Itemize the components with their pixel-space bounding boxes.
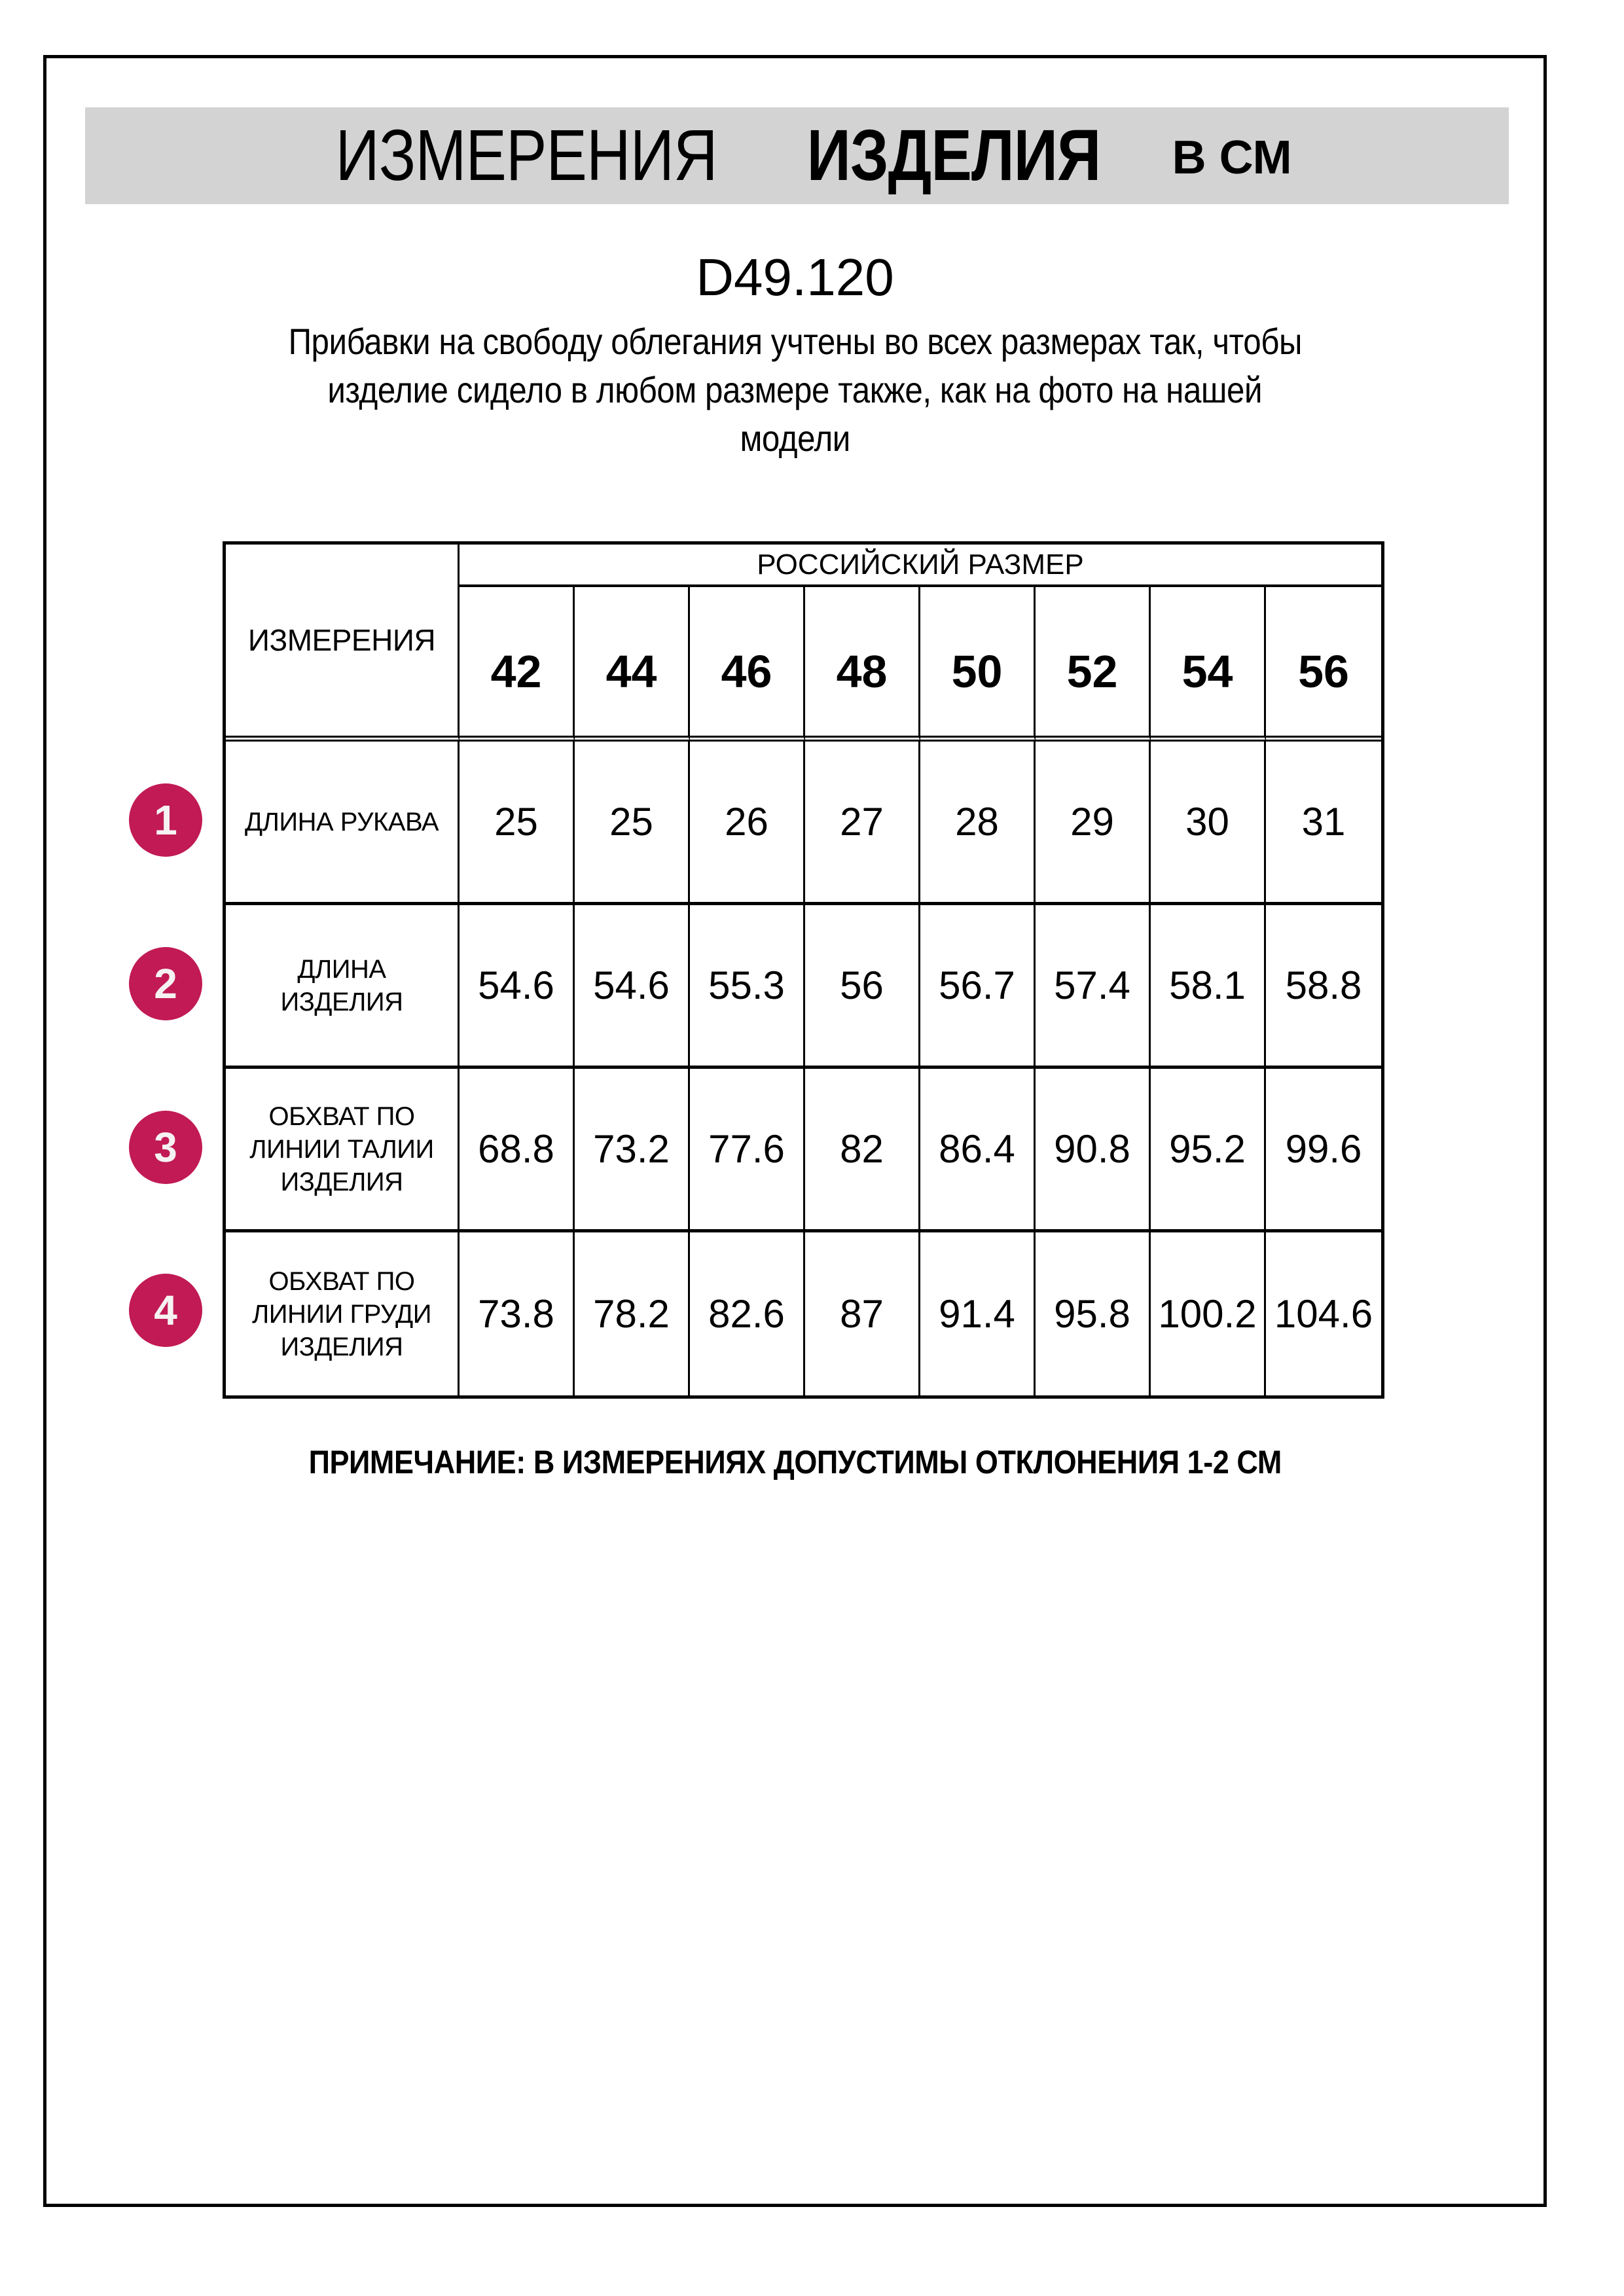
size-column-header: 56 (1266, 587, 1381, 742)
table-value: 77.6 (690, 1069, 805, 1232)
intro-line: Прибавки на свободу облегания учтены во всех размерах так, чтобы (288, 321, 1302, 362)
size-column-header: 52 (1036, 587, 1151, 742)
table-value: 25 (460, 742, 575, 905)
row-marker-2 (129, 947, 202, 1020)
row-label-line: ИЗДЕЛИЯ (280, 1332, 403, 1361)
row-label-line: ЛИНИИ ГРУДИ (252, 1299, 431, 1329)
row-label-line: ДЛИНА РУКАВА (245, 807, 439, 836)
note-text: ПРИМЕЧАНИЕ: В ИЗМЕРЕНИЯХ ДОПУСТИМЫ ОТКЛОНЕНИЯ 1-2 СМ (308, 1444, 1282, 1480)
row-marker-number: 4 (154, 1287, 177, 1334)
table-group-header: РОССИЙСКИЙ РАЗМЕР (460, 545, 1381, 587)
table-value: 95.2 (1151, 1069, 1266, 1232)
title-word-measurements: ИЗМЕРЕНИЯ (335, 115, 718, 196)
table-value: 31 (1266, 742, 1381, 905)
table-value: 30 (1151, 742, 1266, 905)
size-column-header: 54 (1151, 587, 1266, 742)
table-value: 27 (805, 742, 920, 905)
table-value: 100.2 (1151, 1232, 1266, 1395)
table-value: 57.4 (1036, 905, 1151, 1069)
table-corner-header: ИЗМЕРЕНИЯ (226, 545, 460, 742)
size-column-header: 44 (575, 587, 690, 742)
row-marker-number: 3 (154, 1124, 177, 1171)
table-value: 73.8 (460, 1232, 575, 1395)
model-code: D49.120 (696, 248, 894, 306)
table-value: 104.6 (1274, 1292, 1373, 1336)
table-value: 91.4 (920, 1232, 1036, 1395)
table-value: 25 (575, 742, 690, 905)
table-value: 99.6 (1266, 1069, 1381, 1232)
intro-line: модели (740, 418, 850, 459)
table-value: 29 (1036, 742, 1151, 905)
table-value: 54.6 (460, 905, 575, 1069)
table-value: 26 (690, 742, 805, 905)
intro-paragraph (46, 317, 1543, 463)
row-marker-4 (129, 1274, 202, 1347)
table-value: 68.8 (460, 1069, 575, 1232)
row-label-line: ИЗДЕЛИЯ (280, 987, 403, 1016)
title-bar (85, 107, 1509, 204)
size-table (223, 541, 1384, 1399)
row-label-line: ОБХВАТ ПО (268, 1266, 415, 1296)
table-value: 54.6 (575, 905, 690, 1069)
note (46, 1443, 1543, 1481)
size-column-header: 46 (690, 587, 805, 742)
row-label-waist-girth (226, 1069, 460, 1232)
row-label-line: ДЛИНА (297, 954, 386, 984)
table-value: 95.8 (1036, 1232, 1151, 1395)
size-column-header: 50 (920, 587, 1036, 742)
row-label-line: ИЗДЕЛИЯ (280, 1167, 403, 1196)
table-value: 78.2 (575, 1232, 690, 1395)
row-label-line: ЛИНИИ ТАЛИИ (249, 1134, 434, 1164)
table-value: 58.8 (1266, 905, 1381, 1069)
row-marker-number: 1 (154, 797, 177, 844)
table-value: 28 (920, 742, 1036, 905)
page-border-frame (43, 55, 1547, 2207)
table-value: 56.7 (920, 905, 1036, 1069)
table-value: 87 (805, 1232, 920, 1395)
table-value: 82 (805, 1069, 920, 1232)
row-label-line: ОБХВАТ ПО (268, 1102, 415, 1131)
row-label-chest-girth (226, 1232, 460, 1395)
title-word-product: ИЗДЕЛИЯ (806, 115, 1100, 196)
table-value: 82.6 (690, 1232, 805, 1395)
intro-line: изделие сидело в любом размере также, как на фото на нашей (327, 369, 1263, 410)
table-value: 55.3 (690, 905, 805, 1069)
table-value: 90.8 (1036, 1069, 1151, 1232)
row-label-garment-length (226, 905, 460, 1069)
row-label-sleeve-length (226, 742, 460, 905)
table-value: 58.1 (1151, 905, 1266, 1069)
table-value: 86.4 (920, 1069, 1036, 1232)
table-value: 73.2 (575, 1069, 690, 1232)
title-unit-cm: В СМ (1172, 132, 1292, 184)
row-marker-number: 2 (154, 960, 177, 1007)
size-column-header: 48 (805, 587, 920, 742)
table-value: 56 (805, 905, 920, 1069)
row-marker-1 (129, 783, 202, 857)
size-column-header: 42 (460, 587, 575, 742)
row-marker-3 (129, 1111, 202, 1184)
